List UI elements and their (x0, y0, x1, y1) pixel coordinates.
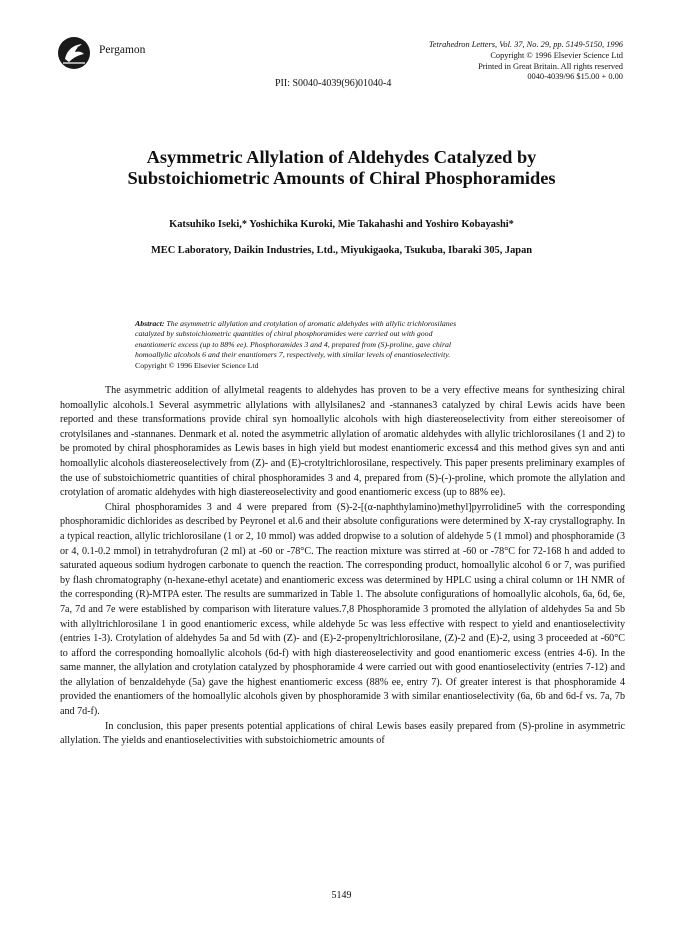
abstract-line: enantiomeric excess (up to 88% ee). Phosphoramides 3 and 4, prepared from (S)-proline, gave chiral (135, 339, 452, 349)
page-number: 5149 (331, 890, 352, 901)
body-paragraph: Chiral phosphoramides 3 and 4 were prepared from (S)-2-[(α-naphthylamino)methyl]pyrrolidine5 with the corresponding phosphoramidic dichlorides as described by Peyronel et al.6 and their absolute configurations were determined by X-ray crystallography. In a typical reaction, allylic trichlorosilane (1 or 2, 10 mmol) was added dropwise to a solution of aldehyde 5 (1 mmol) and phosphoramide (3 or 4, 0.1-0.2 mmol) in tetrahydrofuran (2 ml) at -60 or -78°C. The reaction mixture was stirred at -60 or -78°C for 72-168 h and added to saturated aqueous sodium hydrogen carbonate to quench the reaction. The corresponding product, homoallylic alcohol 6 or 7, was purified by flash chromatography (n-hexane-ethyl acetate) and enantiomeric excess was determined by HPLC using a chiral column or 1H NMR of the corresponding (R)-MTPA ester. The results are summarized in Table 1. The absolute configurations of homoallylic alcohols, 6a, 6d, 6e, 7a, 7d and 7e were established by comparison with literature values.7,8 Phosphoramide 3 promoted the allylation of aldehydes 5a and 5b with allyltrichlorosilane 1 in good enantiomeric excess, while aldehyde 5c was less effective with respect to yield and enantioselectivity (entries 1-3). Crotylation of aldehydes 5a and 5d with (Z)- and (E)-2-propenyltrichlorosilane, (Z)-2 and (E)-2, using 3 proceeded at -60°C to afford the corresponding homoallylic alcohols (6d-f) with high diastereoselectivity and good enantiomeric excess (entries 4-6). In the same manner, the allylation and crotylation catalyzed by phosphoramide 4 were carried out with good enantioselectivity (entries 7-12) and the allylation of benzaldehyde (5a) gave the highest enantiomeric excess (88% ee, entry 7). Of greater interest is that phosphoramide 4 provided the enantiomers of the homoallylic alcohols given by phosphoramide 3 with similar enantioselectivity (6a, 6b and 6d-f vs. 7a, 7b and 7d-f). (60, 501, 625, 718)
abstract-line: homoallylic alcohols 6 and their enantiomers 7, respectively, with similar levels of enantioselectivity. (135, 350, 451, 360)
pii: PII: S0040-4039(96)01040-4 (275, 78, 392, 89)
abstract-line: catalyzed by substoichiometric quantities of chiral phosphoramides were carried out with good (135, 329, 433, 339)
title-line: Asymmetric Allylation of Aldehydes Catalyzed by (146, 147, 537, 167)
authors: Katsuhiko Iseki,* Yoshichika Kuroki, Mie Takahashi and Yoshiro Kobayashi* (169, 219, 514, 230)
publisher-name: Pergamon (99, 44, 146, 56)
article-body (60, 384, 625, 749)
body-paragraph: The asymmetric addition of allylmetal reagents to aldehydes has proven to be a very effective means for synthesizing chiral homoallylic alcohols.1 Several asymmetric allylations with allylsilanes2 and -stannanes3 catalyzed by chiral Lewis acids have been reported and these transformations provide chiral syn homoallylic alcohols with high diastereoselectivity from either stereoisomer of crotylsilanes and -stannanes. Denmark et al. noted the asymmetric allylation of aromatic aldehydes with allylic trichlorosilanes (1 and 2) to be promoted by chiral phosphoramides as Lewis bases in high yield but modest enantiomeric excess4 and this method gives syn and anti homoallylic alcohols diastereoselectively from (Z)- and (E)-crotyltrichlorosilane, respectively. This paper presents preliminary examples of the use of substoichiometric quantities of chiral phosphoramides 3 and 4, prepared from (S)-(-)-proline, which promote the allylation and crotylation of aromatic aldehydes with high diastereoselectivity and good enantiomeric excess (up to 88% ee). (60, 385, 625, 499)
abstract-label: Abstract: (135, 319, 165, 328)
body-paragraph: In conclusion, this paper presents potential applications of chiral Lewis bases easily prepared from (S)-proline in asymmetric allylation. The yields and enantioselectivities with substoichiometric amounts of (60, 720, 625, 747)
journal-info (429, 40, 623, 83)
abstract-text: The asymmetric allylation and crotylation of aromatic aldehydes with allylic trichlorosilanes (164, 319, 457, 328)
copyright-line: Copyright © 1996 Elsevier Science Ltd (490, 50, 623, 60)
abstract-line (135, 319, 555, 329)
pergamon-logo-icon (57, 36, 91, 70)
title-line: Substoichiometric Amounts of Chiral Phosphoramides (127, 168, 556, 188)
issn-line: 0040-4039/96 $15.00 + 0.00 (527, 72, 623, 82)
abstract (135, 319, 555, 371)
printed-line: Printed in Great Britain. All rights reserved (478, 61, 623, 71)
article-title (0, 147, 683, 189)
affiliation: MEC Laboratory, Daikin Industries, Ltd., Miyukigaoka, Tsukuba, Ibaraki 305, Japan (150, 245, 533, 256)
abstract-copyright: Copyright © 1996 Elsevier Science Ltd (135, 360, 259, 370)
journal-citation: Tetrahedron Letters, Vol. 37, No. 29, pp. 5149-5150, 1996 (428, 40, 623, 49)
